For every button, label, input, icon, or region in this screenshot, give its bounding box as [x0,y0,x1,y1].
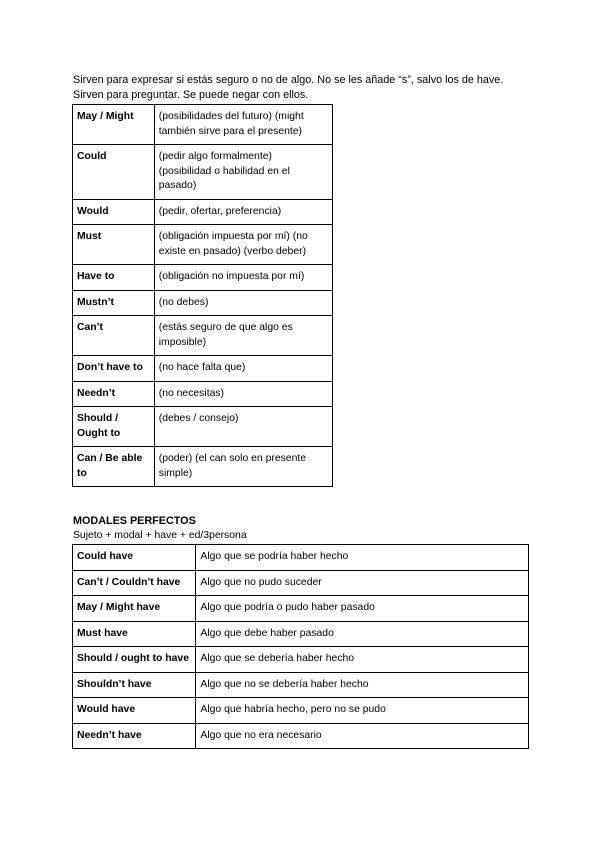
modal-row [73,265,333,291]
intro-text [73,73,553,102]
modal-cell: Don’t have to [73,356,155,382]
perfect-modal-row [73,672,529,698]
perfect-modal-row [73,570,529,596]
modal-cell: Needn’t [73,381,155,407]
modal-row [73,145,333,200]
meaning-cell: (obligación impuesta por mí) (no existe en pasado) (verbo deber) [154,225,332,265]
modal-row [73,105,333,145]
modal-cell: Should / ought to have [73,647,196,673]
perfect-modal-row [73,545,529,571]
meaning-cell: Algo que se podría haber hecho [196,545,529,571]
perfect-modal-row [73,647,529,673]
meaning-cell: (poder) (el can solo en presente simple) [154,447,332,487]
meaning-cell: Algo que no pudo suceder [196,570,529,596]
perfect-modal-row [73,596,529,622]
meaning-cell: (obligación no impuesta por mí) [154,265,332,291]
modal-cell: Can’t / Couldn’t have [73,570,196,596]
modal-cell: Mustn’t [73,290,155,316]
modal-cell: Would have [73,698,196,724]
perfect-modals-table [72,544,529,749]
modal-cell: Should / Ought to [73,407,155,447]
perfect-modal-row [73,621,529,647]
meaning-cell: (estás seguro de que algo es imposible) [154,316,332,356]
modal-cell: Shouldn’t have [73,672,196,698]
perfect-modals-heading: MODALES PERFECTOS [73,515,196,527]
modal-cell: May / Might have [73,596,196,622]
modal-row [73,225,333,265]
meaning-cell: (no debes) [154,290,332,316]
modals-table [72,104,333,487]
modal-row [73,407,333,447]
modal-cell: Have to [73,265,155,291]
meaning-cell: Algo que habría hecho, pero no se pudo [196,698,529,724]
modal-cell: Could [73,145,155,200]
meaning-cell: (no hace falta que) [154,356,332,382]
meaning-cell: (pedir algo formalmente) (posibilidad o habilidad en el pasado) [154,145,332,200]
meaning-cell: Algo que no se debería haber hecho [196,672,529,698]
meaning-cell: Algo que se debería haber hecho [196,647,529,673]
perfect-modal-row [73,698,529,724]
modal-row [73,447,333,487]
meaning-cell: (debes / consejo) [154,407,332,447]
modal-cell: Can’t [73,316,155,356]
modal-cell: May / Might [73,105,155,145]
modal-cell: Can / Be able to [73,447,155,487]
meaning-cell: (posibilidades del futuro) (might también sirve para el presente) [154,105,332,145]
meaning-cell: Algo que podría o pudo haber pasado [196,596,529,622]
meaning-cell: (pedir, ofertar, preferencia) [154,199,332,225]
modal-row [73,316,333,356]
modal-cell: Could have [73,545,196,571]
modal-cell: Must [73,225,155,265]
perfect-modal-row [73,723,529,749]
modal-row [73,381,333,407]
meaning-cell: (no necesitas) [154,381,332,407]
modal-cell: Would [73,199,155,225]
perfect-modals-formula: Sujeto + modal + have + ed/3persona [73,530,247,541]
intro-line: Sirven para expresar si estás seguro o no de algo. No se les añade “s”, salvo los de have. [73,74,504,86]
modal-row [73,290,333,316]
meaning-cell: Algo que debe haber pasado [196,621,529,647]
modal-cell: Must have [73,621,196,647]
modal-row [73,356,333,382]
modal-row [73,199,333,225]
meaning-cell: Algo que no era necesario [196,723,529,749]
modal-cell: Needn’t have [73,723,196,749]
intro-line: Sirven para preguntar. Se puede negar con ellos. [73,88,309,101]
